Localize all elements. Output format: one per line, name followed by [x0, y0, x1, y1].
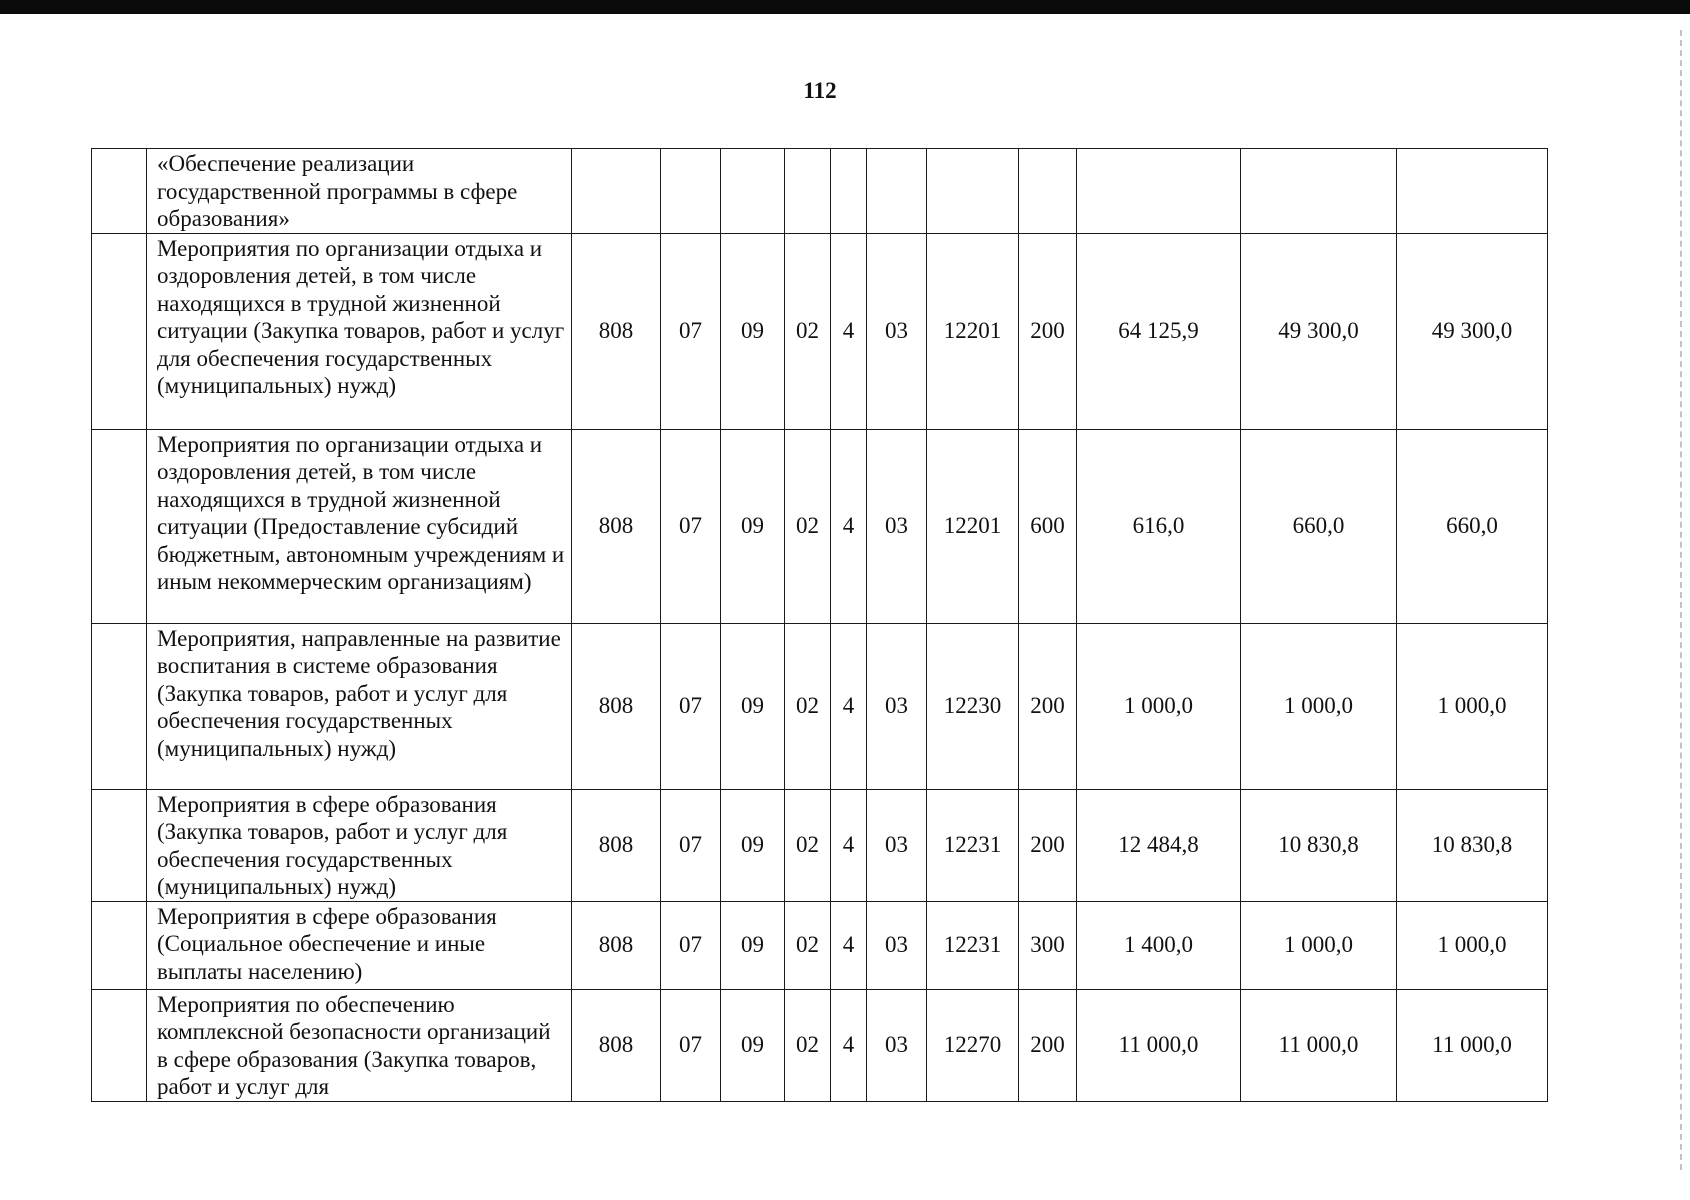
amount-year1-cell: 64 125,9 — [1077, 233, 1241, 429]
amount-year1-cell — [1077, 149, 1241, 234]
program-type-cell: 4 — [831, 989, 867, 1101]
subsection-code-cell: 09 — [721, 901, 785, 989]
amount-year3-cell: 1 000,0 — [1397, 901, 1548, 989]
scan-top-border — [0, 0, 1690, 14]
program-type-cell: 4 — [831, 429, 867, 623]
amount-year2-cell: 11 000,0 — [1241, 989, 1397, 1101]
row-number-cell — [92, 623, 147, 789]
amount-year1-cell: 616,0 — [1077, 429, 1241, 623]
subsection-code-cell: 09 — [721, 789, 785, 901]
description-cell: Мероприятия по организации отдыха и оздоровления детей, в том числе находящихся в трудной жизненной ситуации (Закупка товаров, работ и услуг для обеспечения государственных (муниципальных) нужд) — [147, 233, 572, 429]
expense-type-cell: 200 — [1019, 233, 1077, 429]
row-number-cell — [92, 901, 147, 989]
amount-year1-cell: 1 400,0 — [1077, 901, 1241, 989]
expense-type-cell: 600 — [1019, 429, 1077, 623]
table-row — [92, 789, 1548, 901]
subprogram-code-cell: 03 — [867, 989, 927, 1101]
amount-year1-cell: 12 484,8 — [1077, 789, 1241, 901]
table-row — [92, 989, 1548, 1101]
row-number-cell — [92, 989, 147, 1101]
amount-year2-cell: 49 300,0 — [1241, 233, 1397, 429]
subprogram-code-cell — [867, 149, 927, 234]
ministry-code-cell: 808 — [572, 789, 661, 901]
subsection-code-cell: 09 — [721, 989, 785, 1101]
page-number: 112 — [803, 78, 837, 103]
amount-year2-cell: 1 000,0 — [1241, 901, 1397, 989]
target-item-code-cell: 12201 — [927, 233, 1019, 429]
program-code-cell: 02 — [785, 901, 831, 989]
ministry-code-cell — [572, 149, 661, 234]
amount-year1-cell: 1 000,0 — [1077, 623, 1241, 789]
program-type-cell: 4 — [831, 901, 867, 989]
subprogram-code-cell: 03 — [867, 429, 927, 623]
expense-type-cell — [1019, 149, 1077, 234]
expense-type-cell: 200 — [1019, 789, 1077, 901]
amount-year3-cell: 10 830,8 — [1397, 789, 1548, 901]
table-row — [92, 233, 1548, 429]
expense-type-cell: 200 — [1019, 989, 1077, 1101]
amount-year3-cell — [1397, 149, 1548, 234]
table-row — [92, 429, 1548, 623]
row-number-cell — [92, 149, 147, 234]
subsection-code-cell — [721, 149, 785, 234]
amount-year2-cell — [1241, 149, 1397, 234]
row-number-cell — [92, 233, 147, 429]
section-code-cell: 07 — [661, 623, 721, 789]
program-code-cell: 02 — [785, 789, 831, 901]
ministry-code-cell: 808 — [572, 623, 661, 789]
amount-year3-cell: 660,0 — [1397, 429, 1548, 623]
ministry-code-cell: 808 — [572, 429, 661, 623]
amount-year2-cell: 10 830,8 — [1241, 789, 1397, 901]
description-cell: «Обеспечение реализации государственной программы в сфере образования» — [147, 149, 572, 234]
ministry-code-cell: 808 — [572, 233, 661, 429]
program-type-cell: 4 — [831, 623, 867, 789]
target-item-code-cell: 12231 — [927, 789, 1019, 901]
target-item-code-cell — [927, 149, 1019, 234]
program-code-cell: 02 — [785, 989, 831, 1101]
row-number-cell — [92, 429, 147, 623]
ministry-code-cell: 808 — [572, 989, 661, 1101]
section-code-cell: 07 — [661, 789, 721, 901]
program-code-cell: 02 — [785, 623, 831, 789]
subsection-code-cell: 09 — [721, 429, 785, 623]
scan-right-edge — [1680, 30, 1682, 1170]
subprogram-code-cell: 03 — [867, 623, 927, 789]
ministry-code-cell: 808 — [572, 901, 661, 989]
program-type-cell: 4 — [831, 789, 867, 901]
row-number-cell — [92, 789, 147, 901]
section-code-cell: 07 — [661, 901, 721, 989]
program-code-cell — [785, 149, 831, 234]
expense-type-cell: 200 — [1019, 623, 1077, 789]
subsection-code-cell: 09 — [721, 233, 785, 429]
program-type-cell — [831, 149, 867, 234]
description-cell: Мероприятия в сфере образования (Социальное обеспечение и иные выплаты населению) — [147, 901, 572, 989]
amount-year3-cell: 11 000,0 — [1397, 989, 1548, 1101]
description-cell: Мероприятия по обеспечению комплексной безопасности организаций в сфере образования (Закупка товаров, работ и услуг для — [147, 989, 572, 1101]
program-code-cell: 02 — [785, 429, 831, 623]
table-row — [92, 623, 1548, 789]
amount-year2-cell: 1 000,0 — [1241, 623, 1397, 789]
section-code-cell: 07 — [661, 989, 721, 1101]
amount-year2-cell: 660,0 — [1241, 429, 1397, 623]
target-item-code-cell: 12270 — [927, 989, 1019, 1101]
subsection-code-cell: 09 — [721, 623, 785, 789]
subprogram-code-cell: 03 — [867, 233, 927, 429]
section-code-cell: 07 — [661, 233, 721, 429]
budget-table — [91, 148, 1548, 1102]
description-cell: Мероприятия в сфере образования (Закупка товаров, работ и услуг для обеспечения государственных (муниципальных) нужд) — [147, 789, 572, 901]
expense-type-cell: 300 — [1019, 901, 1077, 989]
table-row — [92, 901, 1548, 989]
table-row — [92, 149, 1548, 234]
target-item-code-cell: 12230 — [927, 623, 1019, 789]
program-type-cell: 4 — [831, 233, 867, 429]
amount-year3-cell: 1 000,0 — [1397, 623, 1548, 789]
target-item-code-cell: 12231 — [927, 901, 1019, 989]
program-code-cell: 02 — [785, 233, 831, 429]
amount-year3-cell: 49 300,0 — [1397, 233, 1548, 429]
description-cell: Мероприятия по организации отдыха и оздоровления детей, в том числе находящихся в трудной жизненной ситуации (Предоставление субсидий бюджетным, автономным учреждениям и иным некоммерческим организациям) — [147, 429, 572, 623]
section-code-cell — [661, 149, 721, 234]
amount-year1-cell: 11 000,0 — [1077, 989, 1241, 1101]
description-cell: Мероприятия, направленные на развитие воспитания в системе образования (Закупка товаров, работ и услуг для обеспечения государственных (муниципальных) нужд) — [147, 623, 572, 789]
subprogram-code-cell: 03 — [867, 789, 927, 901]
target-item-code-cell: 12201 — [927, 429, 1019, 623]
subprogram-code-cell: 03 — [867, 901, 927, 989]
section-code-cell: 07 — [661, 429, 721, 623]
